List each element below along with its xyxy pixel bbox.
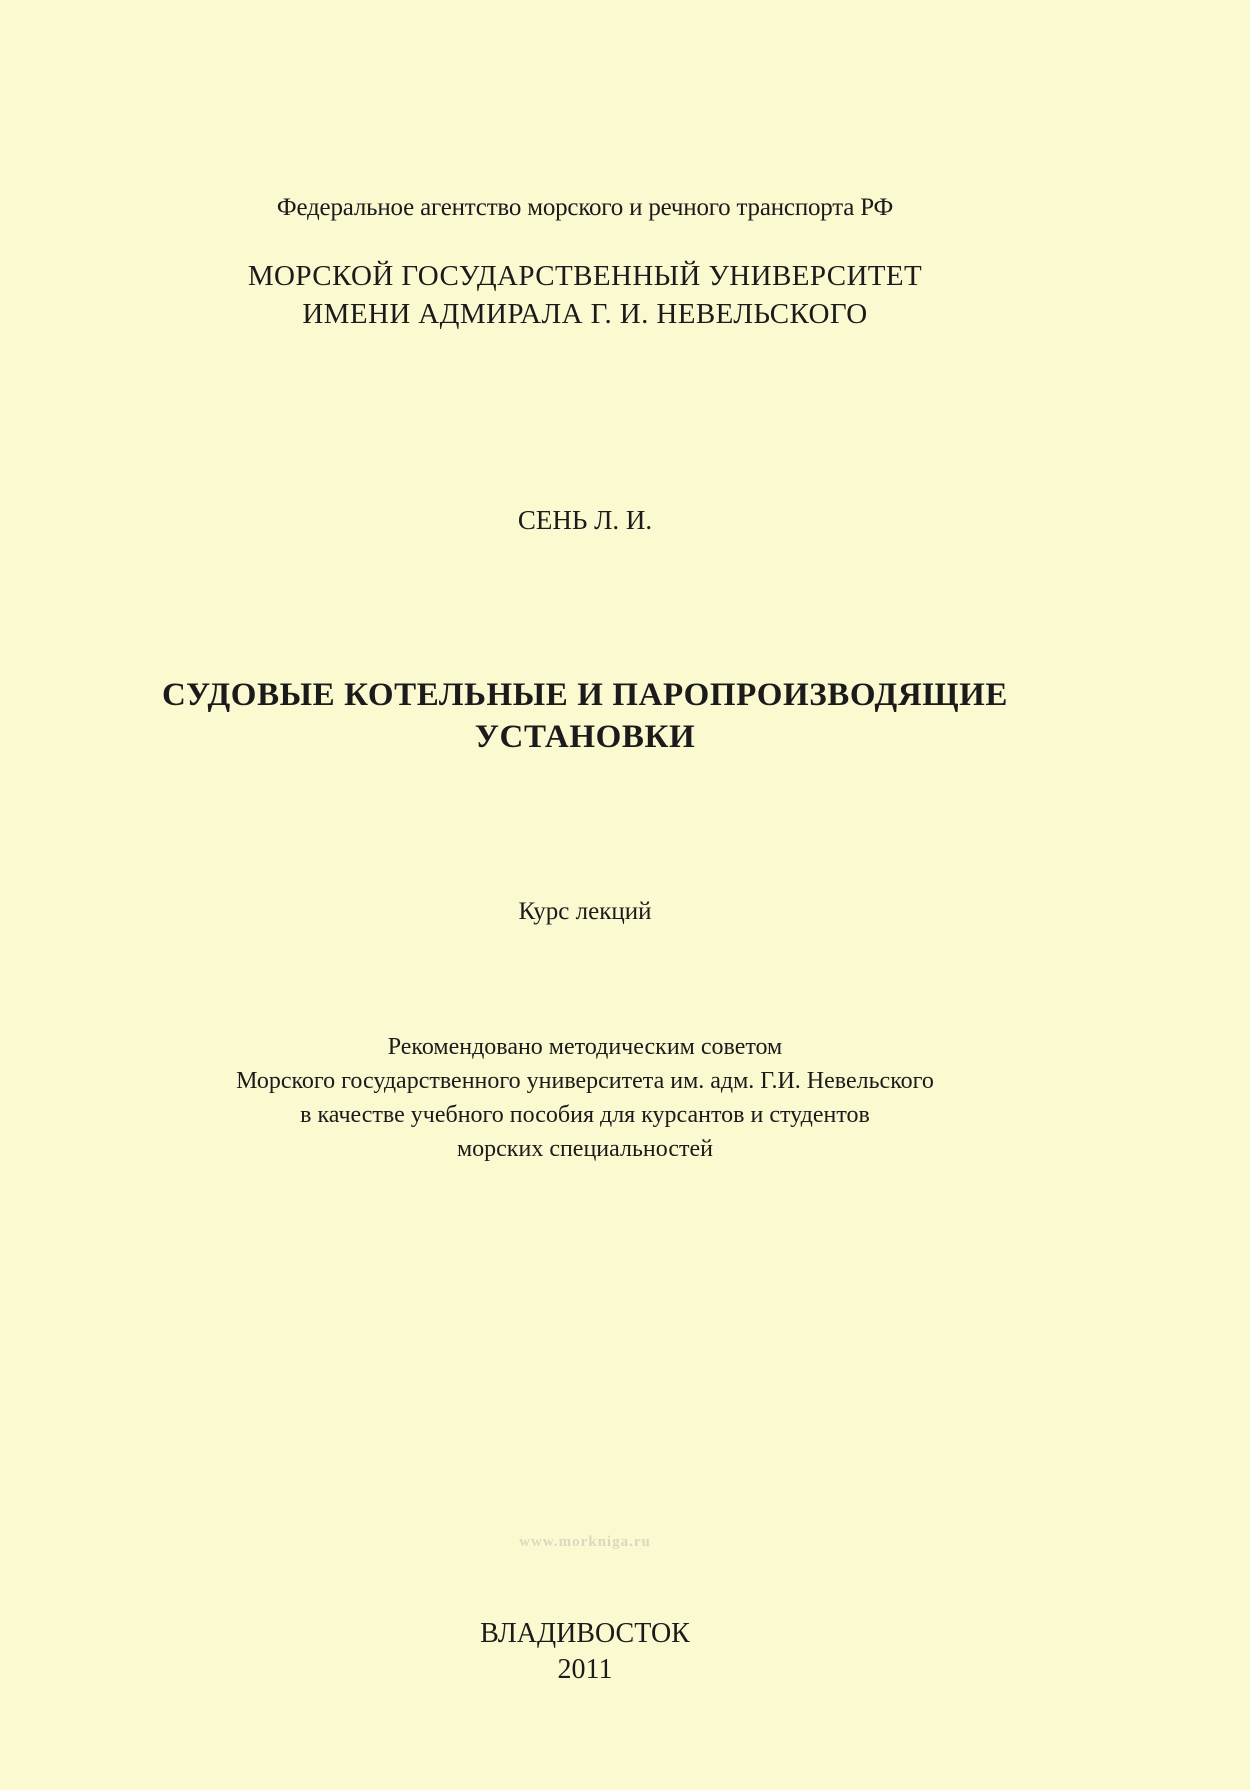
university-name — [0, 257, 1170, 333]
university-name-line-1: МОРСКОЙ ГОСУДАРСТВЕННЫЙ УНИВЕРСИТЕТ — [247, 260, 923, 292]
imprint — [0, 1616, 1170, 1688]
university-name-line-2: ИМЕНИ АДМИРАЛА Г. И. НЕВЕЛЬСКОГО — [302, 298, 868, 330]
recommendation-line-1: Рекомендовано методическим советом — [387, 1034, 783, 1060]
book-title-line-1: СУДОВЫЕ КОТЕЛЬНЫЕ И ПАРОПРОИЗВОДЯЩИЕ — [162, 677, 1008, 713]
book-subtitle: Курс лекций — [518, 898, 652, 925]
agency-name: Федеральное агентство морского и речного транспорта РФ — [276, 194, 894, 221]
year: 2011 — [557, 1654, 613, 1685]
recommendation-line-3: в качестве учебного пособия для курсантов и студентов — [300, 1102, 870, 1128]
recommendation-line-2: Морского государственного университета им. адм. Г.И. Невельского — [236, 1068, 934, 1094]
city: ВЛАДИВОСТОК — [480, 1618, 690, 1649]
book-title — [0, 674, 1170, 758]
recommendation-line-4: морских специальностей — [456, 1136, 714, 1162]
book-title-line-2: УСТАНОВКИ — [474, 719, 696, 755]
author: СЕНЬ Л. И. — [517, 505, 653, 535]
watermark: www.morkniga.ru — [519, 1534, 651, 1550]
recommendation-note — [0, 1030, 1170, 1166]
